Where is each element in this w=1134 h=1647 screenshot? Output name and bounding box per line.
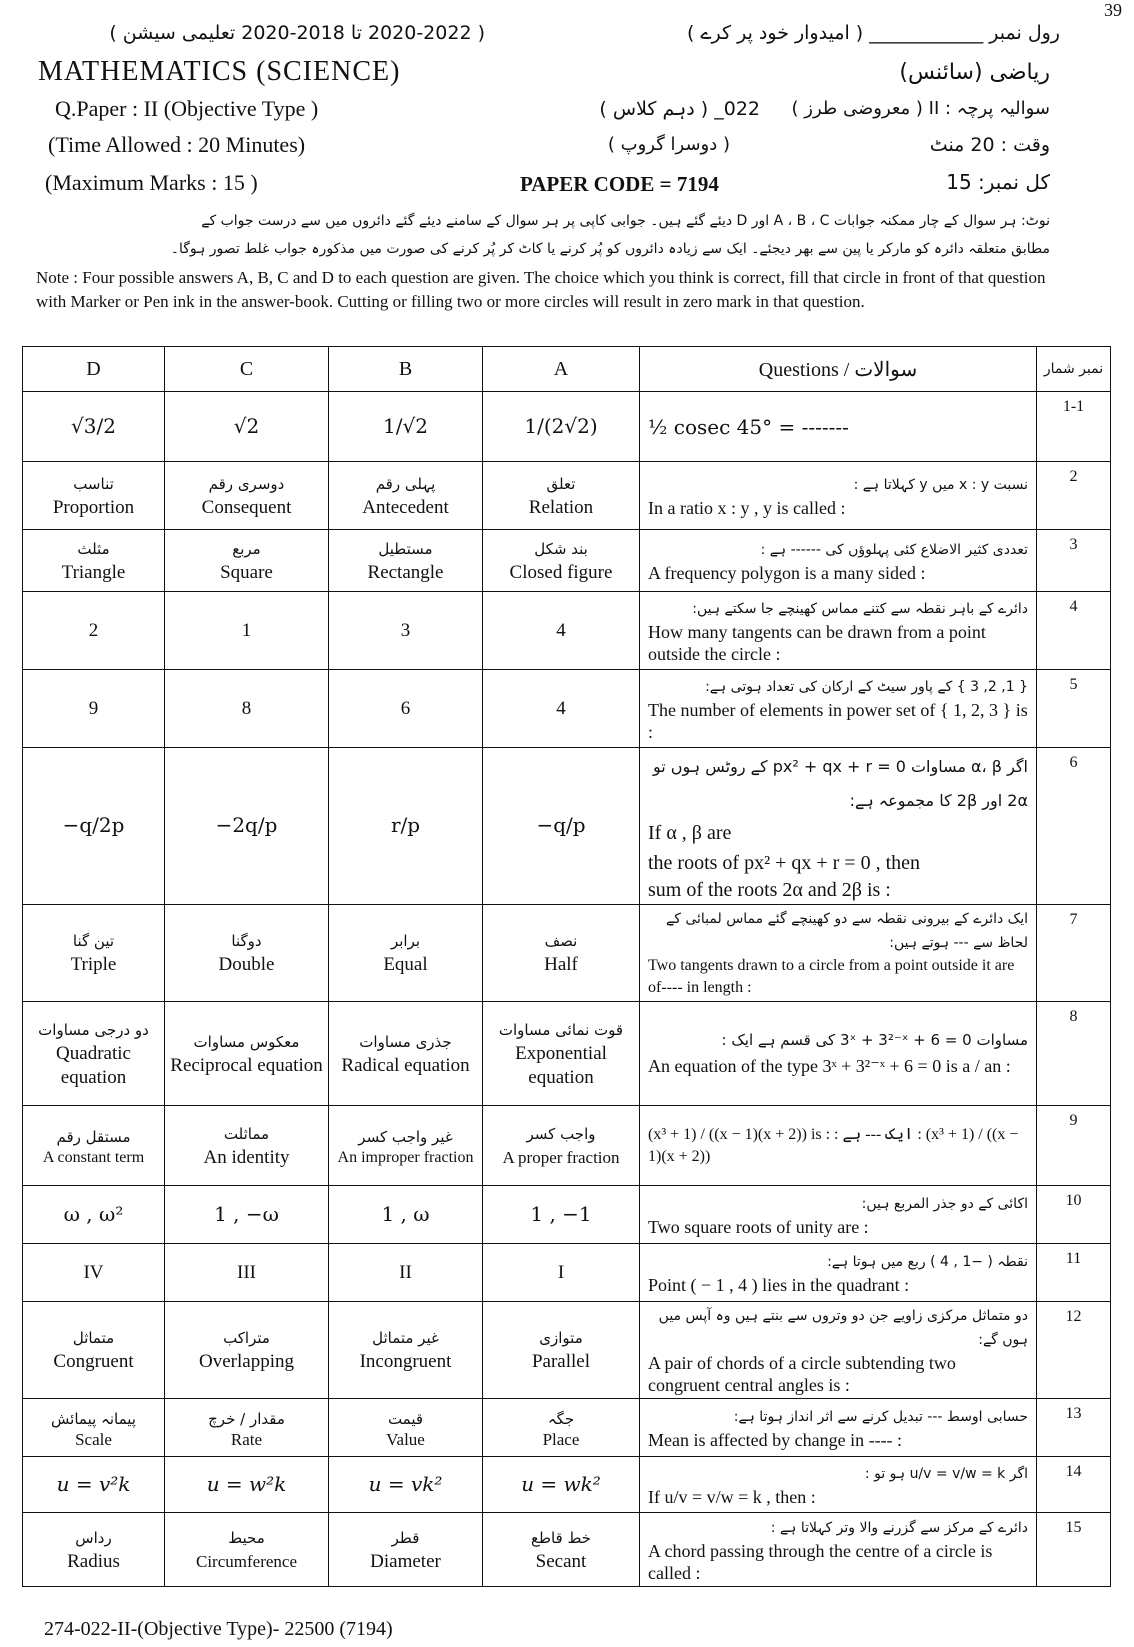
option-b-urdu: غیر واجب کسر: [358, 1127, 453, 1146]
option-d-urdu: رداس: [75, 1528, 112, 1547]
option-c-urdu: دوگنا: [231, 932, 262, 950]
option-c: Double: [218, 954, 275, 975]
table-row: [23, 592, 1111, 670]
question-paper-type-urdu: سوالیہ پرچہ : II ( معروضی طرز ): [791, 98, 1050, 119]
question-number: 9: [1037, 1106, 1111, 1186]
option-d: Triple: [70, 954, 117, 975]
option-c-urdu: محیط: [228, 1528, 265, 1547]
col-header-questions: Questions / سوالات: [640, 347, 1037, 392]
question-text: How many tangents can be drawn from a point outside the circle :: [648, 621, 986, 664]
option-b-urdu: قیمت: [387, 1409, 424, 1428]
option-a: Closed figure: [509, 561, 613, 583]
option-a-urdu: قوت نمائی مساوات: [498, 1020, 624, 1039]
option-d: IV: [23, 1244, 165, 1302]
question-text-urdu: نقطہ ( −1 , 4 ) ربع میں ہوتا ہے:: [827, 1253, 1028, 1270]
option-a: u = wk²: [521, 1471, 601, 1496]
option-c-urdu: متراکب: [223, 1329, 270, 1347]
total-marks-urdu: کل نمبر: 15: [946, 170, 1050, 194]
option-a-urdu: خط قاطع: [531, 1528, 591, 1547]
option-a: Parallel: [531, 1351, 591, 1372]
question-number: 15: [1037, 1513, 1111, 1587]
table-row: [23, 1513, 1111, 1587]
option-d: 2: [23, 592, 165, 670]
question-paper-type: Q.Paper : II (Objective Type ): [55, 96, 319, 121]
question-text-urdu: حسابی اوسط --- تبدیل کرنے سے اثر انداز ہوتا ہے:: [733, 1408, 1028, 1425]
option-c: 1: [165, 592, 329, 670]
col-header-c: C: [165, 347, 329, 392]
question-text-line-3: sum of the roots 2α and 2β is :: [648, 879, 891, 901]
question-number: 5: [1037, 670, 1111, 748]
table-row: [23, 1106, 1111, 1186]
option-b-urdu: غیر متماثل: [372, 1329, 439, 1347]
option-b: Diameter: [370, 1550, 441, 1572]
table-row: [23, 462, 1111, 530]
group-label: ( دوسرا گروپ ): [607, 134, 730, 155]
option-a-urdu: متوازی: [539, 1329, 583, 1347]
footer-code: 274-022-II-(Objective Type)- 22500 (7194): [44, 1618, 393, 1640]
question-text-urdu: مساوات 3ˣ + 3²⁻ˣ + 6 = 0 کی قسم ہے ایک :: [721, 1030, 1028, 1049]
question-number: 13: [1037, 1399, 1111, 1457]
option-d-urdu: دو درجی مساوات: [38, 1020, 149, 1039]
table-row: [23, 530, 1111, 592]
option-b-urdu: برابر: [390, 932, 421, 950]
option-c: Overlapping: [199, 1351, 294, 1372]
option-d: Radius: [67, 1550, 120, 1572]
option-d: Proportion: [52, 496, 135, 518]
option-a-urdu: جگہ: [547, 1409, 575, 1428]
option-a: Secant: [535, 1550, 587, 1572]
question-text: A frequency polygon is a many sided :: [648, 562, 926, 583]
table-header-row: [23, 347, 1111, 392]
option-a: 4: [483, 592, 640, 670]
table-row: [23, 1002, 1111, 1106]
question-text: Two tangents drawn to a circle from a point outside it are of---- in length :: [648, 957, 1015, 996]
option-d: Triangle: [61, 561, 126, 583]
option-a-urdu: بند شکل: [534, 539, 588, 558]
question-text-urdu: دائرے کے مرکز سے گزرنے والا وتر کہلاتا ہے :: [770, 1519, 1028, 1536]
question-text: The number of elements in power set of { 1, 2, 3 } is :: [648, 699, 1028, 742]
option-c-urdu: مربع: [232, 539, 261, 558]
option-a: Half: [544, 954, 578, 975]
maximum-marks: (Maximum Marks : 15 ): [45, 170, 258, 195]
option-b: r/p: [390, 813, 421, 837]
option-b: Antecedent: [362, 496, 449, 518]
option-b: Radical equation: [341, 1054, 470, 1076]
question-text: Point ( − 1 , 4 ) lies in the quadrant :: [648, 1274, 910, 1295]
table-row: [23, 1302, 1111, 1399]
option-a: Place: [542, 1429, 580, 1449]
option-b-urdu: جذری مساوات: [359, 1032, 452, 1051]
option-c: −2q/p: [215, 813, 278, 837]
col-header-d: D: [23, 347, 165, 392]
table-row: [23, 905, 1111, 1002]
subject-title-urdu: ریاضی (سائنس): [899, 60, 1050, 85]
option-c: Circumference: [196, 1551, 297, 1571]
question-number: 7: [1037, 905, 1111, 1002]
table-row: [23, 392, 1111, 462]
table-row: [23, 1244, 1111, 1302]
option-c: √2: [233, 413, 260, 438]
option-b: An improper fraction: [337, 1148, 474, 1166]
option-b: Incongruent: [359, 1351, 452, 1372]
option-a: −q/p: [536, 813, 586, 837]
option-b: Equal: [383, 954, 428, 975]
class-label: 022_ ( دہم کلاس ): [599, 98, 760, 120]
col-header-number: نمبر شمار: [1037, 347, 1111, 392]
option-a: 1/(2√2): [524, 413, 598, 438]
option-d-urdu: مستقل رقم: [56, 1127, 131, 1146]
subject-title: MATHEMATICS (SCIENCE): [38, 56, 401, 87]
question-text-urdu: دو متماثل مرکزی زاویے جن دو وتروں سے بنتے ہیں وہ آپس میں ہوں گے:: [658, 1308, 1028, 1348]
question-text-urdu: اگر α، β مساوات px² + qx + r = 0 کے روٹس ہوں تو 2α اور 2β کا مجموعہ ہے:: [652, 757, 1028, 810]
option-a: 1 , −1: [530, 1201, 592, 1226]
question-text: A chord passing through the centre of a circle is called :: [648, 1540, 993, 1583]
option-b-urdu: پہلی رقم: [375, 474, 436, 493]
question-number: 12: [1037, 1302, 1111, 1399]
option-c: An identity: [203, 1146, 290, 1168]
option-c-urdu: دوسری رقم: [208, 474, 285, 493]
question-text-urdu: دائرے کے باہر نقطہ سے کتنے مماس کھینچے جا سکتے ہیں:: [692, 600, 1028, 617]
option-d: Scale: [75, 1429, 112, 1449]
option-d: Congruent: [53, 1351, 134, 1372]
option-b-urdu: قطر: [391, 1528, 420, 1547]
option-d-urdu: مثلث: [77, 539, 110, 558]
question-number: 3: [1037, 530, 1111, 592]
question-text: In a ratio x : y , y is called :: [648, 497, 846, 518]
option-d-urdu: تناسب: [73, 474, 114, 493]
option-a: A proper fraction: [502, 1147, 620, 1167]
option-a-urdu: تعلق: [546, 474, 576, 493]
question-number: 8: [1037, 1002, 1111, 1106]
table-row: [23, 1457, 1111, 1513]
option-c: III: [165, 1244, 329, 1302]
option-b: 3: [329, 592, 483, 670]
question-text: A pair of chords of a circle subtending two congruent central angles is :: [648, 1353, 956, 1395]
question-number: 4: [1037, 592, 1111, 670]
option-c: Square: [220, 561, 273, 583]
option-c: u = w²k: [206, 1471, 287, 1496]
option-d: √3/2: [71, 413, 116, 438]
option-b: u = vk²: [368, 1471, 443, 1496]
option-c: 1 , −ω: [214, 1201, 279, 1226]
table-row: [23, 1399, 1111, 1457]
question-text-urdu: اگر u/v = v/w = k ہو تو :: [864, 1465, 1028, 1482]
question-text-line-2: the roots of px² + qx + r = 0 , then: [648, 852, 921, 874]
question-text-line-1: If α , β are: [648, 822, 732, 844]
option-c: Reciprocal equation: [170, 1054, 323, 1076]
question-text-urdu: نسبت x : y میں y کہلاتا ہے :: [853, 476, 1028, 493]
roll-number-field[interactable]: رول نمبر ____________ ( امیدوار خود پر کرے ): [686, 22, 1060, 44]
option-d-urdu: متماثل: [72, 1329, 115, 1347]
question-number: 1-1: [1037, 392, 1111, 462]
note-english: Note : Four possible answers A, B, C and D to each question are given. The choice which you think is correct, fill that circle in front of that question with Marker or Pen ink in the answer-book. Cutting or filling two or more circles will result in zero mark in that question.: [36, 268, 1046, 311]
note-urdu-line-2: مطابق متعلقہ دائرہ کو مارکر یا پین سے بھر دیجئے۔ ایک سے زیادہ دائروں کو پُر کرنے یا کاٹ کر پُر کرنے کی صورت میں مذکورہ جواب غلط تصور ہوگا۔: [170, 241, 1050, 257]
question-number: 2: [1037, 462, 1111, 530]
option-c: Consequent: [201, 496, 292, 518]
table-row: [23, 670, 1111, 748]
col-header-a: A: [483, 347, 640, 392]
option-d: Quadratic equation: [56, 1042, 131, 1088]
option-b-urdu: مستطیل: [378, 539, 433, 558]
question-text-urdu: اکائی کے دو جذر المربع ہیں:: [861, 1195, 1028, 1212]
option-d: u = v²k: [56, 1471, 131, 1496]
option-c-urdu: مماثلت: [223, 1124, 270, 1143]
paper-code: PAPER CODE = 7194: [520, 172, 719, 196]
option-c: Rate: [230, 1429, 263, 1449]
time-allowed: (Time Allowed : 20 Minutes): [48, 132, 306, 157]
question-text-urdu: { 1, 2, 3 } کے پاور سیٹ کے ارکان کی تعداد ہوتی ہے:: [705, 678, 1028, 695]
question-text-urdu: تعددی کثیر الاضلاع کئی پہلوؤں کی ------ ہے :: [760, 541, 1028, 558]
option-c-urdu: مقدار / خرچ: [208, 1409, 285, 1428]
question-text-urdu: ایک دائرے کے بیرونی نقطہ سے دو کھینچے گئے مماس لمبائی کے لحاظ سے --- ہوتے ہیں:: [666, 911, 1028, 951]
option-d-urdu: پیمانہ پیمائش: [51, 1409, 136, 1428]
session-text: ( 2020-2022 تا 2018-2020 تعلیمی سیشن ): [109, 22, 485, 44]
questions-table: [22, 346, 1111, 1587]
question-text: An equation of the type 3ˣ + 3²⁻ˣ + 6 = 0 is a / an :: [648, 1055, 1011, 1076]
option-b: 1 , ω: [381, 1201, 430, 1226]
option-b: Rectangle: [367, 561, 444, 583]
question-text: Two square roots of unity are :: [648, 1216, 869, 1237]
option-b: 1/√2: [383, 413, 428, 438]
option-d: ω , ω²: [63, 1201, 124, 1226]
question-text: (x³ + 1) / ((x − 1)(x + 2)) is : : ایک --- ہے : (x³ + 1) / ((x − 1)(x + 2)): [648, 1125, 1019, 1165]
question-text: If u/v = v/w = k , then :: [648, 1486, 816, 1507]
option-b: II: [329, 1244, 483, 1302]
table-row: [23, 1186, 1111, 1244]
option-c-urdu: معکوس مساوات: [193, 1032, 300, 1051]
option-d-urdu: تین گنا: [72, 932, 115, 950]
option-d: 9: [23, 670, 165, 748]
note-urdu-line-1: نوٹ: ہر سوال کے چار ممکنہ جوابات A ، B ، C اور D دیئے گئے ہیں۔ جوابی کاپی پر ہر سوال کے سامنے دیئے گئے دائروں میں سے درست جواب کے: [201, 213, 1050, 229]
question-text: ½ cosec 45° = -------: [648, 414, 849, 439]
option-d: A constant term: [42, 1148, 145, 1166]
option-a: Exponential equation: [515, 1042, 607, 1088]
option-d: −q/2p: [62, 813, 125, 837]
option-b: 6: [329, 670, 483, 748]
option-a-urdu: واجب کسر: [526, 1124, 596, 1143]
question-number: 11: [1037, 1244, 1111, 1302]
option-c: 8: [165, 670, 329, 748]
option-a: 4: [483, 670, 640, 748]
question-number: 10: [1037, 1186, 1111, 1244]
option-b: Value: [386, 1429, 425, 1449]
option-a: Relation: [528, 496, 594, 518]
table-row: [23, 748, 1111, 905]
page-number: 39: [1104, 0, 1122, 20]
col-header-b: B: [329, 347, 483, 392]
option-a: I: [483, 1244, 640, 1302]
time-allowed-urdu: وقت : 20 منٹ: [929, 134, 1050, 156]
question-number: 6: [1037, 748, 1111, 905]
question-number: 14: [1037, 1457, 1111, 1513]
question-text: Mean is affected by change in ---- :: [648, 1429, 903, 1450]
option-a-urdu: نصف: [544, 932, 578, 950]
